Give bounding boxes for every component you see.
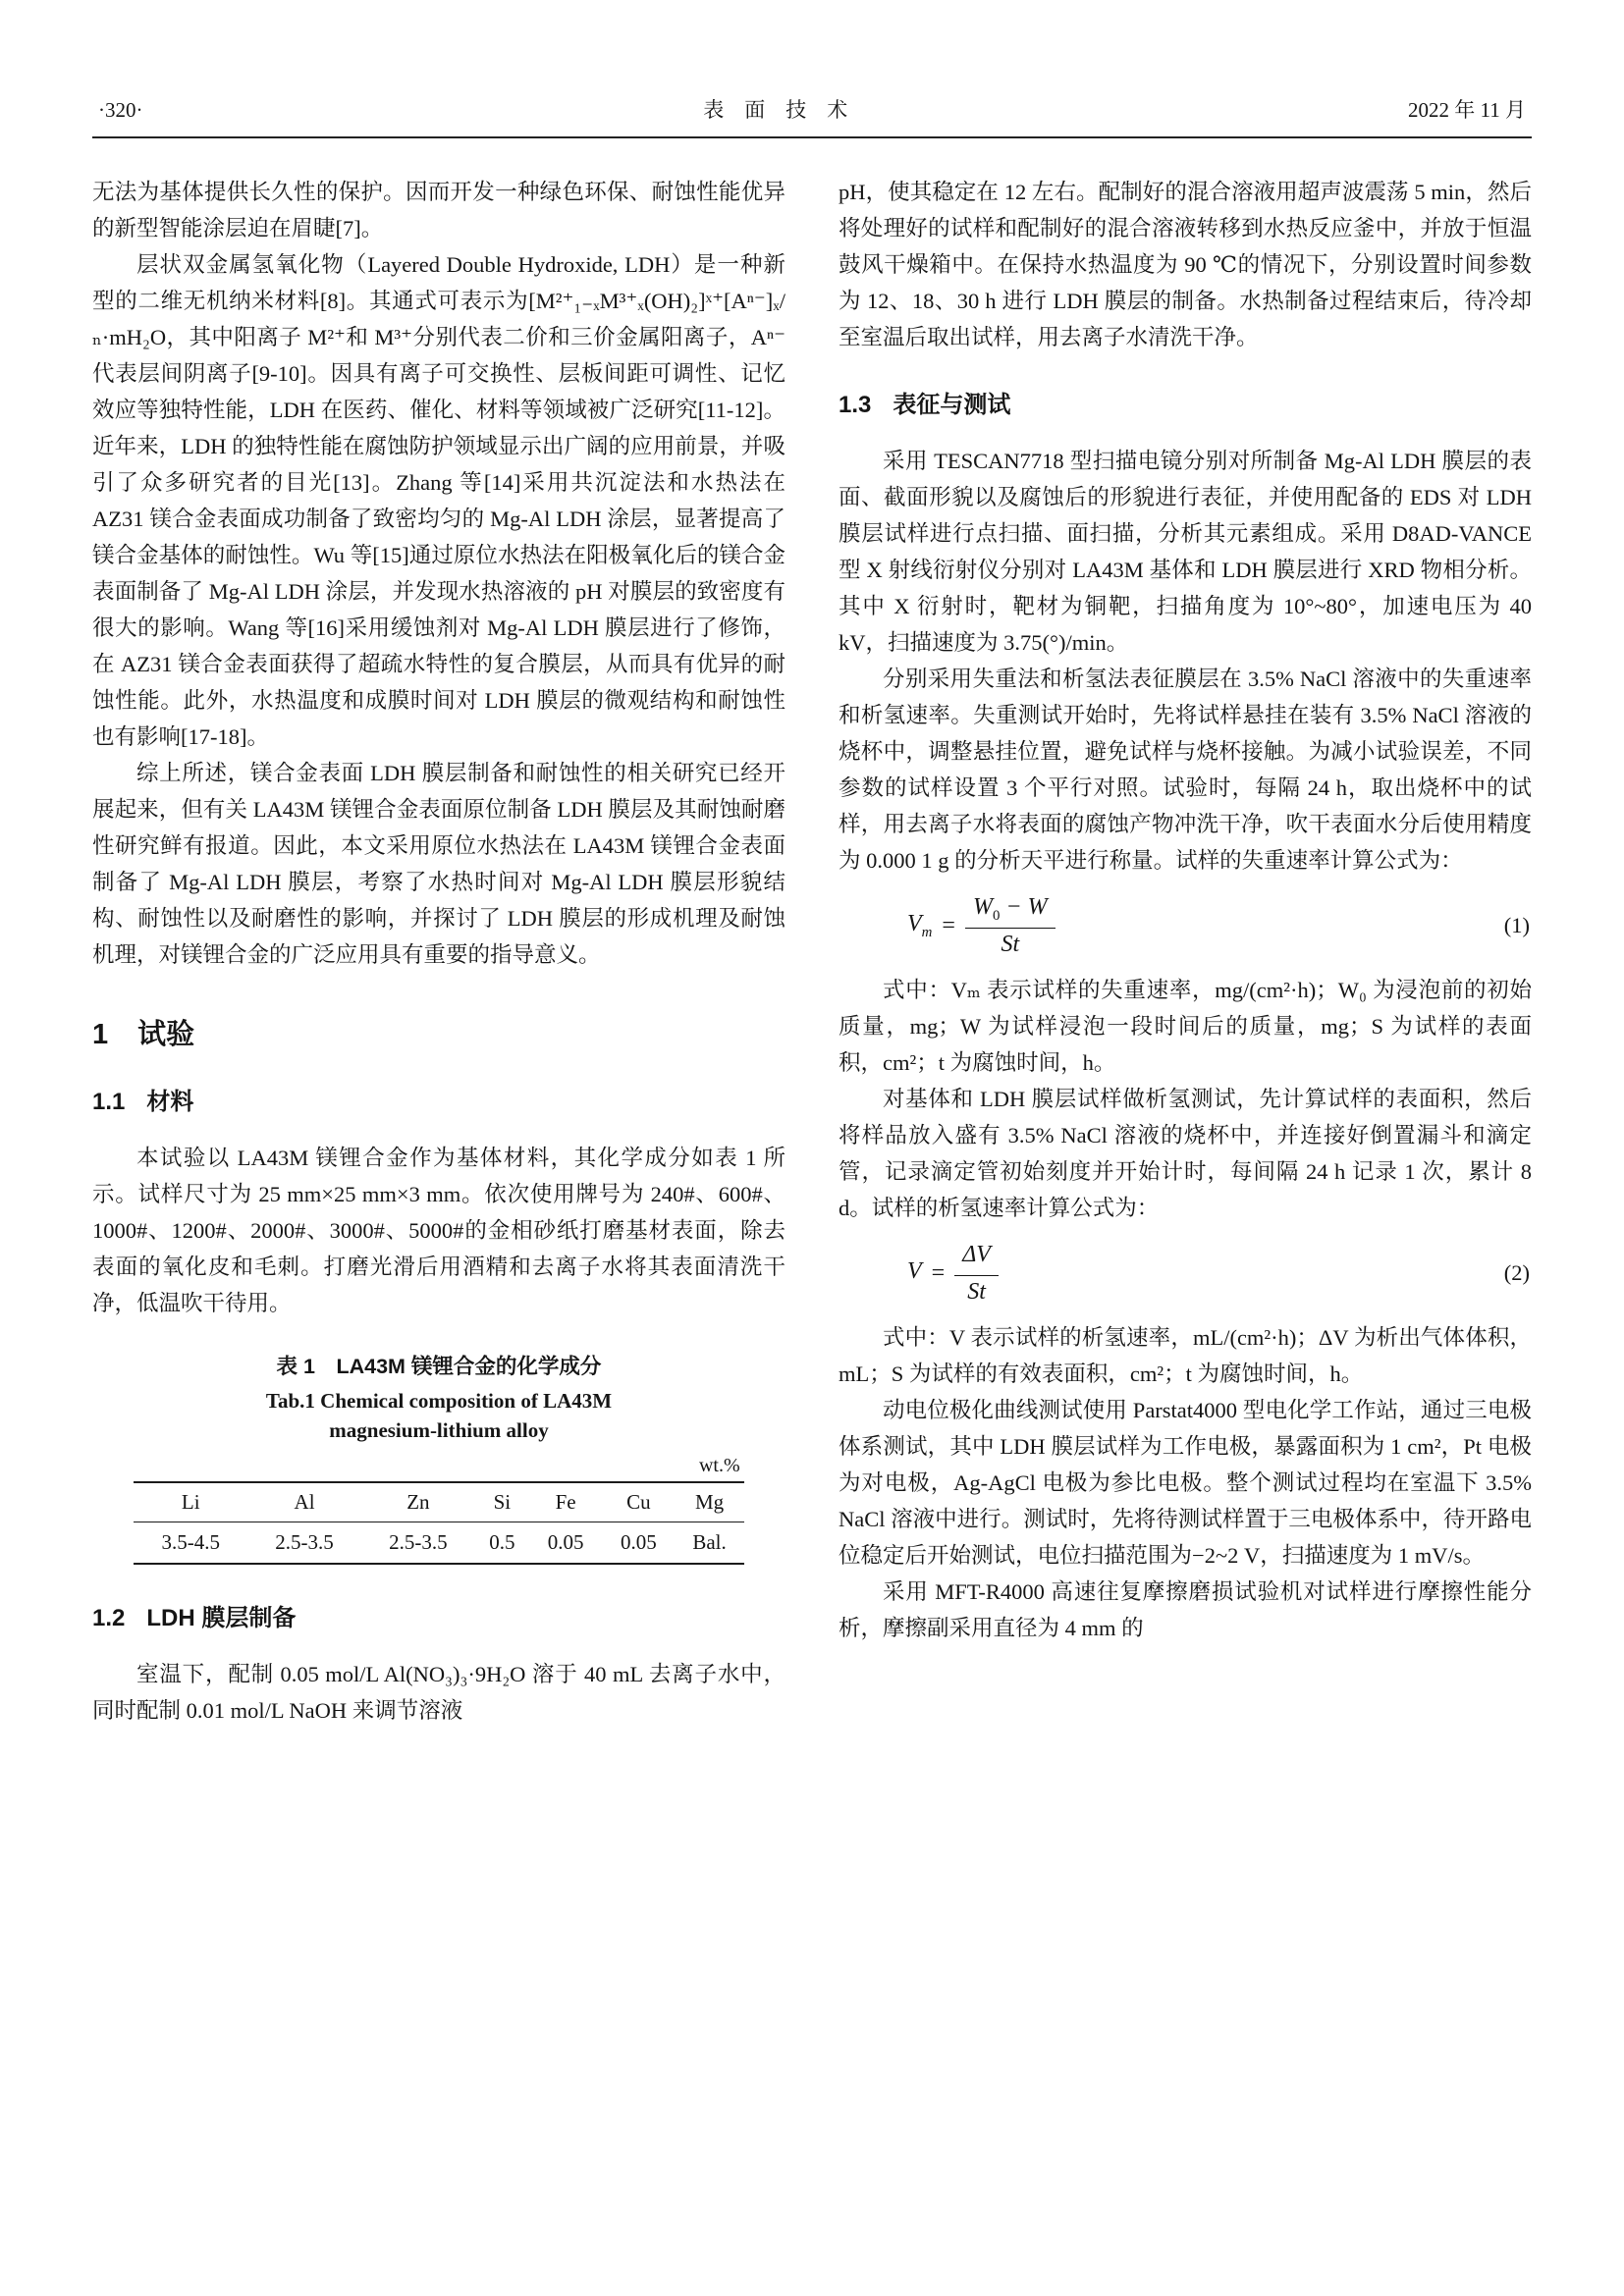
- subsection-heading-ldh-preparation: [92, 1598, 785, 1632]
- equation-number: (2): [1503, 1260, 1530, 1286]
- composition-table: [134, 1481, 743, 1565]
- table-header-cell: Mg: [676, 1482, 744, 1522]
- table-cell: 0.05: [621, 1530, 657, 1554]
- equals-sign: =: [931, 1259, 946, 1286]
- paragraph: 式中：V 表示试样的析氢速率，mL/(cm²·h)；ΔV 为析出气体体积，mL；S 为试样的有效表面积，cm²；t 为腐蚀时间，h。: [839, 1324, 1532, 1386]
- equation-2: [839, 1242, 1532, 1306]
- section-title: 试验: [137, 1019, 195, 1050]
- table-unit-label: wt.%: [698, 1455, 740, 1476]
- right-column: [839, 174, 1532, 1729]
- section-number: 1: [92, 1019, 109, 1050]
- paragraph: 采用 MFT-R4000 高速往复摩擦磨损试验机对试样进行摩擦性能分析，摩擦副采用直径为 4 mm 的: [839, 1578, 1532, 1640]
- journal-title: 表 面 技 术: [703, 98, 848, 122]
- fraction-denominator: St: [967, 1278, 986, 1305]
- paragraph: 无法为基体提供长久性的保护。因而开发一种绿色环保、耐蚀性能优异的新型智能涂层迫在眉睫[7]。: [92, 180, 785, 240]
- paragraph: 动电位极化曲线测试使用 Parstat4000 型电化学工作站，通过三电极体系测试，其中 LDH 膜层试样为工作电极，暴露面积为 1 cm²，Pt 电极为对电极，Ag-AgCl 电极为参比电极。整个测试过程均在室温下 3.5% NaCl 溶液中进行。测试时，先将待测试样置于三电极体系中，待开路电位稳定后开始测试，电位扫描范围为−2~2 V，扫描速度为 1 mV/s。: [839, 1397, 1532, 1568]
- equation-1-body: [839, 894, 1504, 958]
- table-header-cell: Si: [475, 1482, 529, 1522]
- table-cell: 0.05: [547, 1530, 584, 1554]
- subsection-heading-characterization: [839, 385, 1532, 419]
- fraction-numerator: $W_0 - W$: [965, 894, 1056, 929]
- table-caption-en: [134, 1386, 743, 1445]
- page-number: ·320·: [98, 98, 143, 122]
- table-header-cell: Al: [247, 1482, 361, 1522]
- section-title: 材料: [146, 1089, 194, 1115]
- table-caption-en-line1: Tab.1 Chemical composition of LA43M: [265, 1389, 613, 1413]
- paragraph: pH，使其稳定在 12 左右。配制好的混合溶液用超声波震荡 5 min，然后将处理好的试样和配制好的混合溶液转移到水热反应釜中，并放于恒温鼓风干燥箱中。在保持水热温度为 90 ℃的情况下，分别设置时间参数为 12、18、30 h 进行 LDH 膜层的制备。水热制备过程结束后，待冷却至室温后取出试样，用去离子水清洗干净。: [839, 180, 1532, 349]
- fraction: [954, 1242, 999, 1306]
- section-number: 1.3: [839, 392, 872, 418]
- subsection-heading-materials: [92, 1082, 785, 1116]
- section-title: LDH 膜层制备: [146, 1605, 297, 1631]
- table-header-cell: Zn: [361, 1482, 475, 1522]
- section-title: 表征与测试: [893, 392, 1011, 418]
- table-row: [134, 1522, 743, 1565]
- equals-sign: =: [942, 912, 955, 938]
- table-header-cell: Cu: [602, 1482, 675, 1522]
- table-caption-en-line2: magnesium-lithium alloy: [329, 1418, 549, 1442]
- paragraph: 分别采用失重法和析氢法表征膜层在 3.5% NaCl 溶液中的失重速率和析氢速率。失重测试开始时，先将试样悬挂在装有 3.5% NaCl 溶液的烧杯中，调整悬挂位置，避免试样与烧杯接触。为减小试验误差，不同参数的试样设置 3 个平行对照。试验时，每隔 24 h，取出烧杯中的试样，用去离子水将表面的腐蚀产物冲洗干净，吹干表面水分后使用精度为 0.000 1 g 的分析天平进行称量。试样的失重速率计算公式为：: [839, 667, 1532, 873]
- table-header-cell: Fe: [529, 1482, 602, 1522]
- paragraph: 综上所述，镁合金表面 LDH 膜层制备和耐蚀性的相关研究已经开展起来，但有关 LA43M 镁锂合金表面原位制备 LDH 膜层及其耐蚀耐磨性研究鲜有报道。因此，本文采用原位水热法在 LA43M 镁锂合金表面制备了 Mg-Al LDH 膜层，考察了水热时间对 Mg-Al LDH 膜层形貌结构、耐蚀性以及耐磨性的影响，并探讨了 LDH 膜层的形成机理及耐蚀机理，对镁锂合金的广泛应用具有重要的指导意义。: [92, 761, 785, 967]
- section-heading-experiment: [92, 1012, 785, 1052]
- left-column: [92, 174, 785, 1729]
- fraction-numerator: ΔV: [954, 1242, 999, 1276]
- paragraph: 本试验以 LA43M 镁锂合金作为基体材料，其化学成分如表 1 所示。试样尺寸为 25 mm×25 mm×3 mm。依次使用牌号为 240#、600#、1000#、1200#、2000#、3000#、5000#的金相砂纸打磨基材表面，除去表面的氧化皮和毛刺。打磨光滑后用酒精和去离子水将其表面清洗干净，低温吹干待用。: [92, 1146, 785, 1315]
- page-header: [92, 94, 1532, 124]
- table-cell: 2.5-3.5: [389, 1530, 448, 1554]
- issue-date: 2022 年 11 月: [1408, 98, 1526, 122]
- equation-number: (1): [1503, 913, 1530, 938]
- table-header-cell: Li: [134, 1482, 247, 1522]
- equation-2-body: [839, 1242, 1504, 1306]
- paragraph: 层状双金属氢氧化物（Layered Double Hydroxide, LDH）是一种新型的二维无机纳米材料[8]。其通式可表示为[M²⁺₁₋ₓM³⁺ₓ(OH)₂]ˣ⁺[Aⁿ⁻]ₓ/ₙ·mH₂O，其中阳离子 M²⁺和 M³⁺分别代表二价和三价金属阳离子，Aⁿ⁻代表层间阴离子[9-10]。因具有离子可交换性、层板间距可调性、记忆效应等独特性能，LDH 在医药、催化、材料等领域被广泛研究[11-12]。近年来，LDH 的独特性能在腐蚀防护领域显示出广阔的应用前景，并吸引了众多研究者的目光[13]。Zhang 等[14]采用共沉淀法和水热法在 AZ31 镁合金表面成功制备了致密均匀的 Mg-Al LDH 涂层，显著提高了镁合金基体的耐蚀性。Wu 等[15]通过原位水热法在阳极氧化后的镁合金表面制备了 Mg-Al LDH 涂层，并发现水热溶液的 pH 对膜层的致密度有很大的影响。Wang 等[16]采用缓蚀剂对 Mg-Al LDH 膜层进行了修饰，在 AZ31 镁合金表面获得了超疏水特性的复合膜层，从而具有优异的耐蚀性能。此外，水热温度和成膜时间对 LDH 膜层的微观结构和耐蚀性也有影响[17-18]。: [92, 252, 785, 749]
- table-caption-cn: 表 1 LA43M 镁锂合金的化学成分: [276, 1355, 602, 1378]
- fraction-denominator: St: [1001, 931, 1020, 957]
- section-number: 1.2: [92, 1605, 126, 1631]
- table-1-block: [134, 1351, 743, 1565]
- paragraph: 室温下，配制 0.05 mol/L Al(NO₃)₃·9H₂O 溶于 40 mL 去离子水中，同时配制 0.01 mol/L NaOH 来调节溶液: [92, 1662, 785, 1723]
- table-header-row: [134, 1482, 743, 1522]
- fraction: [965, 894, 1056, 958]
- header-rule: [92, 136, 1532, 138]
- section-number: 1.1: [92, 1089, 126, 1115]
- equation-variable: V: [907, 1257, 922, 1284]
- equation-1: [839, 894, 1532, 958]
- paragraph: 式中：Vₘ 表示试样的失重速率，mg/(cm²·h)；W₀ 为浸泡前的初始质量，mg；W 为试样浸泡一段时间后的质量，mg；S 为试样的表面积，cm²；t 为腐蚀时间，h。: [839, 977, 1532, 1075]
- two-column-body: [92, 174, 1532, 1729]
- paragraph: 对基体和 LDH 膜层试样做析氢测试，先计算试样的表面积，然后将样品放入盛有 3.5% NaCl 溶液的烧杯中，并连接好倒置漏斗和滴定管，记录滴定管初始刻度并开始计时，每间隔 24 h 记录 1 次，累计 8 d。试样的析氢速率计算公式为：: [839, 1086, 1532, 1220]
- paragraph: 采用 TESCAN7718 型扫描电镜分别对所制备 Mg-Al LDH 膜层的表面、截面形貌以及腐蚀后的形貌进行表征，并使用配备的 EDS 对 LDH 膜层试样进行点扫描、面扫描，分析其元素组成。采用 D8AD-VANCE 型 X 射线衍射仪分别对 LA43M 基体和 LDH 膜层进行 XRD 物相分析。其中 X 衍射时，靶材为铜靶，扫描角度为 10°~80°，加速电压为 40 kV，扫描速度为 3.75(°)/min。: [839, 449, 1532, 655]
- table-cell: 3.5-4.5: [161, 1530, 220, 1554]
- equation-variable: $V_m$: [907, 911, 933, 940]
- table-cell: 2.5-3.5: [275, 1530, 334, 1554]
- table-cell: 0.5: [489, 1530, 515, 1554]
- table-cell: Bal.: [692, 1530, 727, 1554]
